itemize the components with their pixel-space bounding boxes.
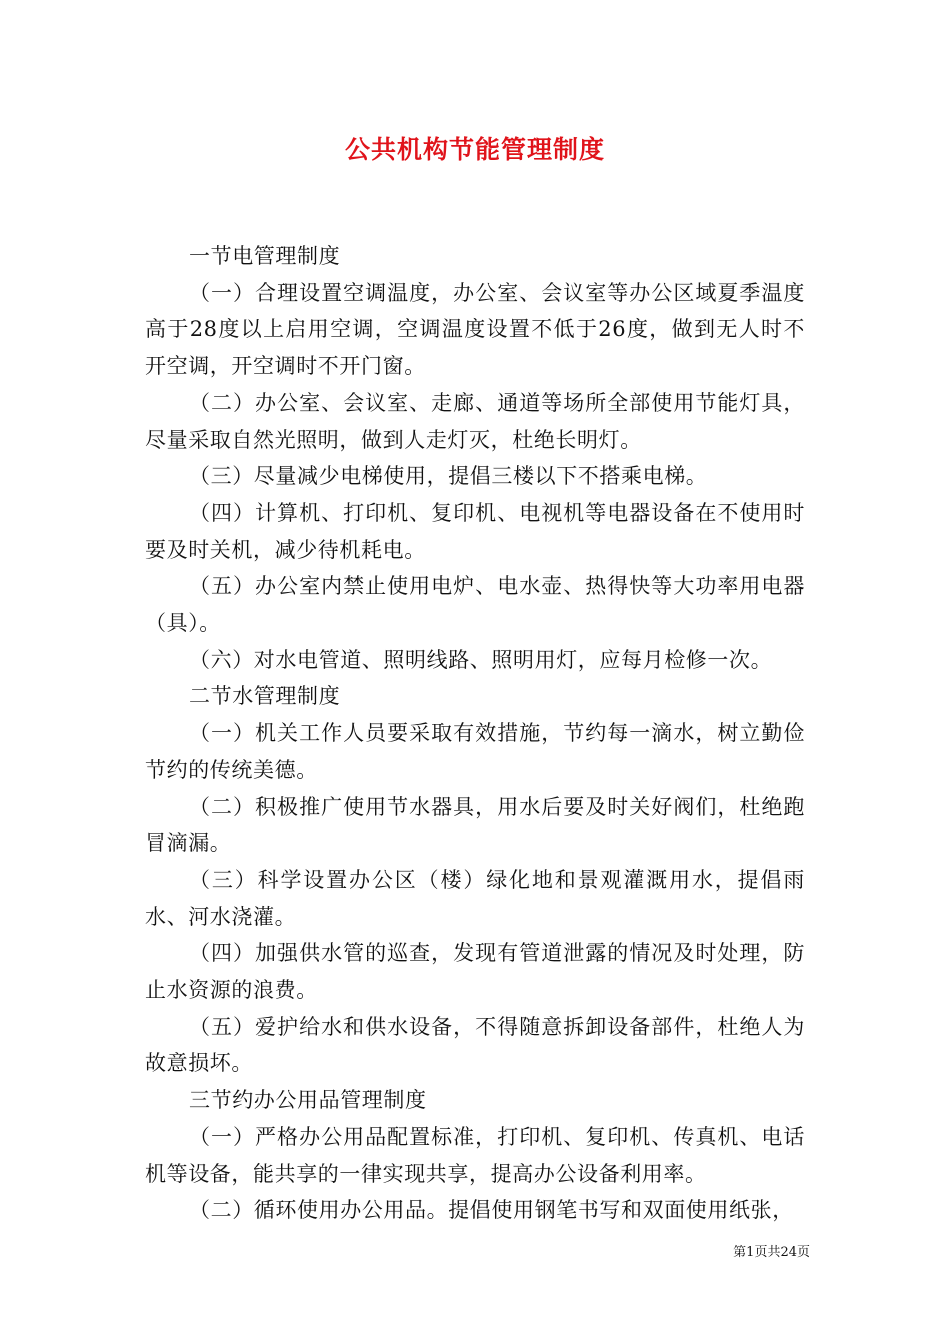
paragraph: （一）合理设置空调温度，办公室、会议室等办公区域夏季温度高于28度以上启用空调，空调温度设置不低于26度，做到无人时不开空调，开空调时不开门窗。: [145, 280, 805, 379]
page-number: 第1页共24页: [733, 1245, 810, 1260]
document-body: [145, 238, 805, 1229]
section-heading: 一节电管理制度: [189, 244, 341, 268]
paragraph: （四）加强供水管的巡查，发现有管道泄露的情况及时处理，防止水资源的浪费。: [145, 941, 805, 1003]
section-heading: 三节约办公用品管理制度: [189, 1088, 427, 1113]
paragraph: （二）积极推广使用节水器具，用水后要及时关好阀们，杜绝跑冒滴漏。: [145, 794, 805, 856]
paragraph: （一）严格办公用品配置标准，打印机、复印机、传真机、电话机等设备，能共享的一律实现共享，提高办公设备利用率。: [145, 1124, 805, 1186]
paragraph: （五）办公室内禁止使用电炉、电水壶、热得快等大功率用电器（具）。: [145, 574, 805, 636]
paragraph: （二）循环使用办公用品。提倡使用钢笔书写和双面使用纸张，: [189, 1198, 794, 1223]
paragraph: （一）机关工作人员要采取有效措施，节约每一滴水，树立勤俭节约的传统美德。: [145, 721, 805, 782]
section-heading: 二节水管理制度: [189, 684, 341, 709]
paragraph: （二）办公室、会议室、走廊、通道等场所全部使用节能灯具，尽量采取自然光照明，做到人走灯灭，杜绝长明灯。: [145, 390, 805, 452]
document-title: 公共机构节能管理制度: [344, 135, 605, 164]
paragraph: （五）爱护给水和供水设备，不得随意拆卸设备部件，杜绝人为故意损坏。: [145, 1014, 805, 1076]
paragraph: （三）科学设置办公区（楼）绿化地和景观灌溉用水，提倡雨水、河水浇灌。: [145, 867, 805, 929]
paragraph: （四）计算机、打印机、复印机、电视机等电器设备在不使用时要及时关机，减少待机耗电。: [145, 500, 805, 562]
paragraph: （三）尽量减少电梯使用，提倡三楼以下不搭乘电梯。: [189, 464, 708, 489]
paragraph: （六）对水电管道、照明线路、照明用灯，应每月检修一次。: [189, 647, 773, 672]
